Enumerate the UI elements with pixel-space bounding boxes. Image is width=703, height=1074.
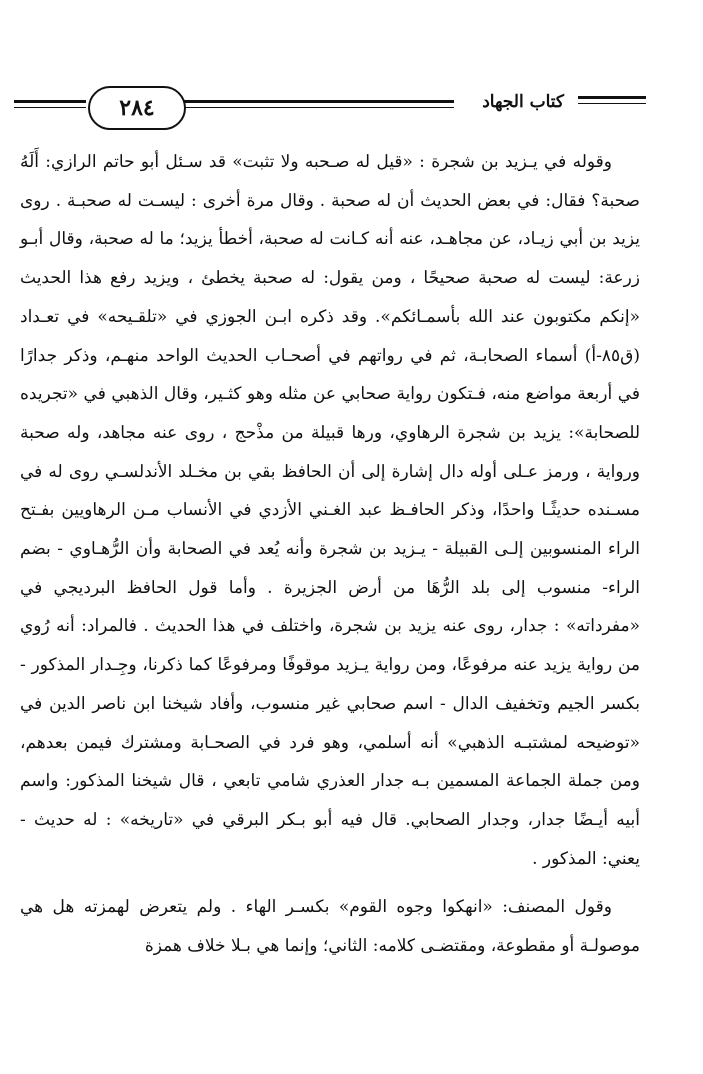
page-number-badge <box>88 86 186 130</box>
page-header <box>14 86 646 130</box>
header-rule-left-top <box>14 100 86 103</box>
body-text <box>20 143 640 966</box>
header-rule-right-top <box>578 96 646 99</box>
page-number: ٢٨٤ <box>119 95 155 121</box>
chapter-title: كتاب الجهاد <box>482 92 564 112</box>
header-rule-right-bottom <box>578 103 646 104</box>
header-rule-left-bottom <box>14 107 86 108</box>
header-rule-mid-top <box>184 100 454 103</box>
paragraph-2: وقول المصنف: «انهكوا وجوه القوم» بكسـر الهاء . ولم يتعرض لهمزته هل هي موصولـة أو مقطوعة، ومقتضـى كلامه: الثاني؛ وإنما هي بـلا خلاف همزة <box>20 897 640 957</box>
paragraph-1: وقوله في يـزيد بن شجرة : «قيل له صـحبه ولا تثبت» قد سـئل أبو حاتم الرازي: أَلَهُ صحبة؟ فقال: في بعض الحديث أن له صحبة . وقال مرة أخرى : ليسـت له صحبـة . روى يزيد بن أبي زيـاد، عن مجاهـد، عنه أنه كـانت له صحبة، أخطأ يزيد؛ ما له صحبة، وقال أبـو زرعة: ليست له صحبة صحيحًا ، ومن يقول: له صحبة يخطئ ، ويزيد رفع هذا الحديث «إنكم مكتوبون عند الله بأسمـائكم». وقد ذكره ابـن الجوزي في «تلقـيحه» في تعـداد (ق٨٥-أ) أسماء الصحابـة، ثم في رواتهم في أصحـاب الحديث الواحد منهـم، وذكر جدارًا في أربعة مواضع منه، فـتكون رواية صحابي عن مثله وهو كثـير، وقال الذهبي في «تجريده للصحابة»: يزيد بن شجرة الرهاوي، ورها قبيلة من مذْحج ، روى عنه مجاهد، وله صحبة ورواية ، ورمز عـلى أوله دال إشارة إلى أن الحافظ بقي بن مخـلد الأندلسـي روى له في مسـنده حديثًـا واحدًا، وذكر الحافـظ عبد الغـني الأزدي في الأنساب مـن الرهاويين بفـتح الراء المنسوبين إلـى القبيلة - يـزيد بن شجرة وأنه يُعد في الصحابة وأن الرُّهـاوي - بضم الراء- منسوب إلى بلد الرُّهَا من أرض الجزيرة . وأما قول الحافظ البرديجي في «مفرداته» : جدار، روى عنه يزيد بن شجرة، واختلف في هذا الحديث . فالمراد: أنه رُوي من رواية يزيد عنه مرفوعًا، ومن رواية يـزيد موقوفًا ومرفوعًا كما ذكرنا، وجِـدار المذكور - بكسر الجيم وتخفيف الدال - اسم صحابي غير منسوب، وأفاد شيخنا ابن ناصر الدين في «توضيحه لمشتبـه الذهبي» أنه أسلمي، وهو فرد في الصحـابة ومشترك فيمن بعدهم، ومن جملة الجماعة المسمين بـه جدار العذري شامي تابعي ، قال شيخنا المذكور: واسم أبيه أيـضًا جدار، وجدار الصحابي. قال فيه أبو بـكر البرقي في «تاريخه» : له حديث - يعني: المذكور . <box>20 152 640 869</box>
header-rule-mid-bottom <box>184 107 454 108</box>
